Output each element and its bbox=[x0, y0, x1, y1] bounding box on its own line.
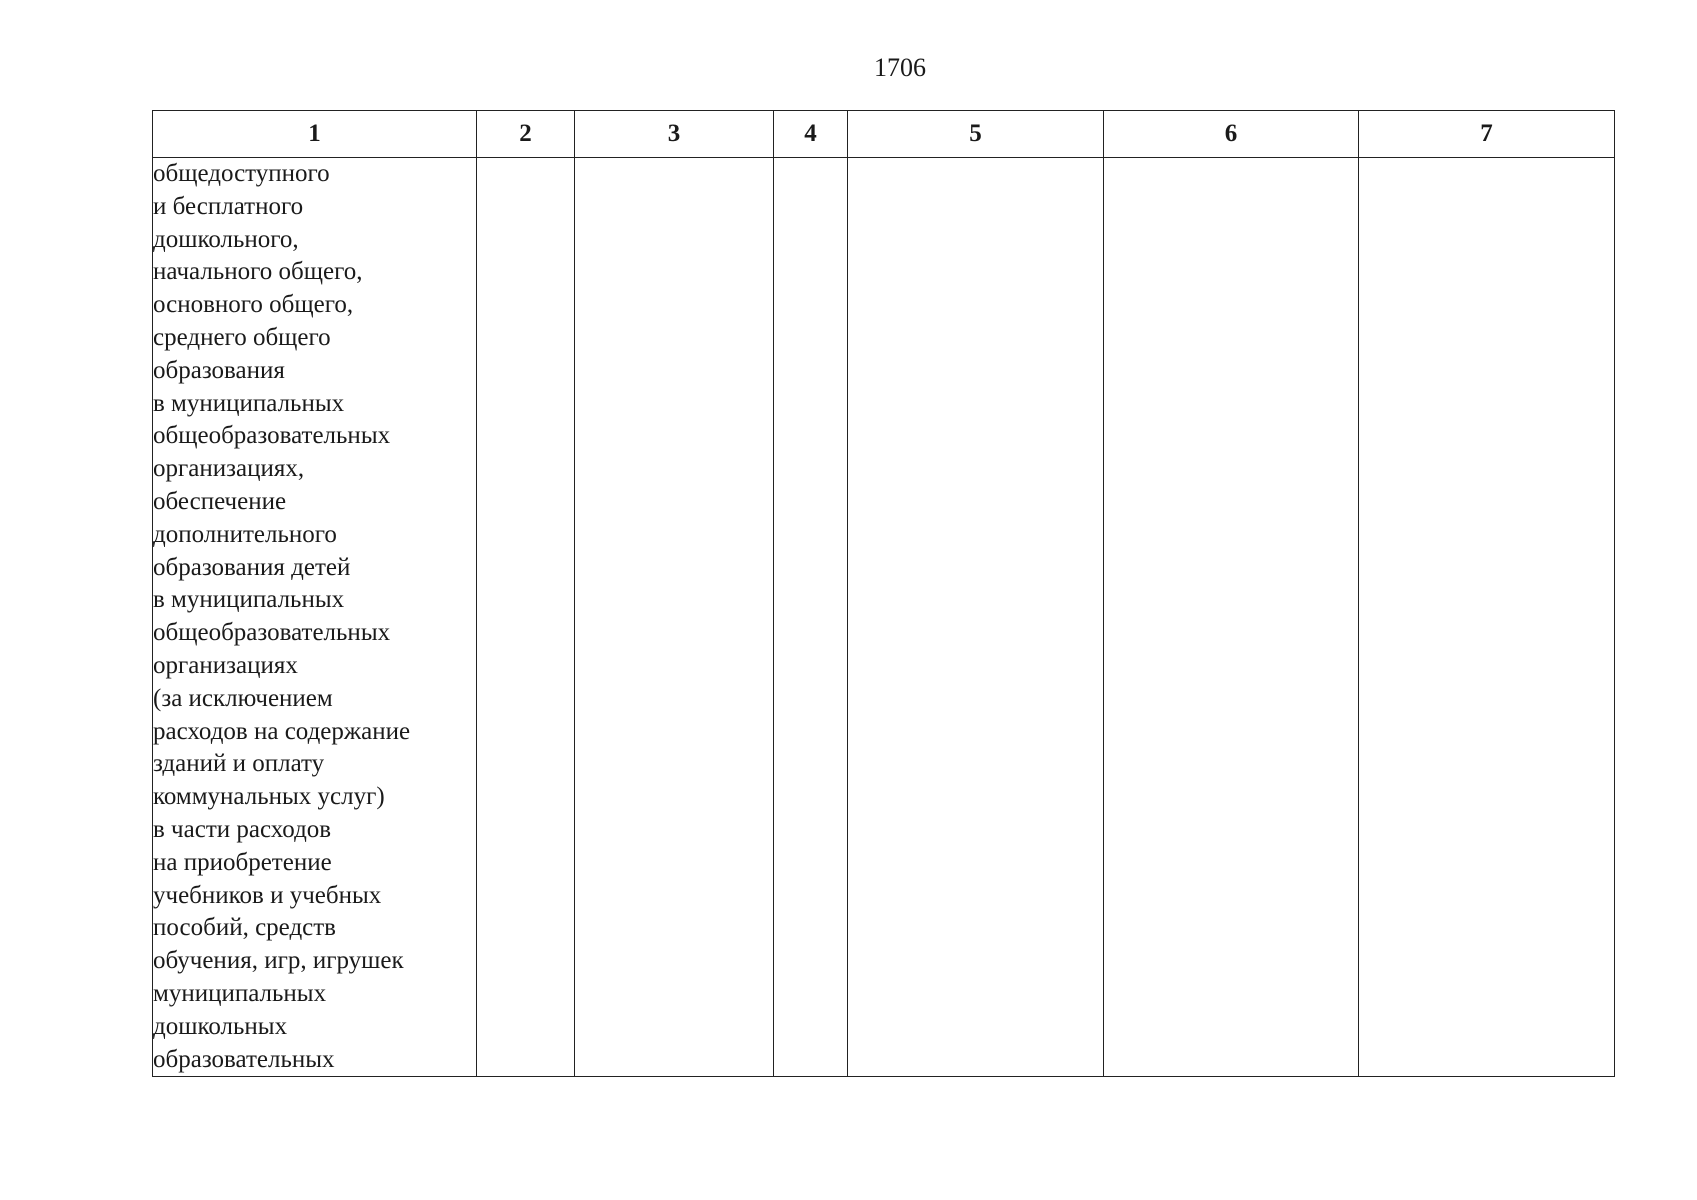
cell-column-4 bbox=[774, 158, 848, 1077]
text-line: в муниципальных bbox=[153, 389, 345, 417]
cell-column-6 bbox=[1104, 158, 1359, 1077]
header-row bbox=[153, 111, 1615, 158]
column-header-3: 3 bbox=[575, 111, 774, 158]
text-line: на приобретение bbox=[153, 848, 332, 876]
cell-column-7 bbox=[1359, 158, 1615, 1077]
table-row bbox=[153, 158, 1615, 1077]
column-header-1: 1 bbox=[153, 111, 477, 158]
text-line: дополнительного bbox=[153, 520, 337, 548]
text-line: расходов на содержание bbox=[153, 717, 411, 745]
text-line: (за исключением bbox=[153, 684, 333, 712]
text-line: пособий, средств bbox=[153, 914, 336, 942]
column-header-5: 5 bbox=[848, 111, 1104, 158]
text-line: среднего общего bbox=[153, 323, 331, 351]
text-line: организациях, bbox=[153, 455, 305, 483]
text-line: общеобразовательных bbox=[153, 422, 391, 450]
cell-column-3 bbox=[575, 158, 774, 1077]
text-line: обеспечение bbox=[153, 487, 287, 515]
text-line: дошкольного, bbox=[153, 225, 299, 253]
column-header-2: 2 bbox=[477, 111, 575, 158]
text-line: основного общего, bbox=[153, 291, 354, 319]
cell-column-2 bbox=[477, 158, 575, 1077]
column-header-4: 4 bbox=[774, 111, 848, 158]
cell-column-1-text bbox=[153, 158, 477, 1077]
cell-column-5 bbox=[848, 158, 1104, 1077]
text-line: и бесплатного bbox=[153, 192, 304, 220]
text-line: общеобразовательных bbox=[153, 619, 391, 647]
text-line: образования детей bbox=[153, 553, 351, 581]
text-line: коммунальных услуг) bbox=[153, 783, 385, 811]
text-line: образования bbox=[153, 356, 285, 384]
text-line: муниципальных bbox=[153, 979, 327, 1007]
column-header-7: 7 bbox=[1359, 111, 1615, 158]
page-number: 1706 bbox=[874, 53, 926, 82]
text-line: в части расходов bbox=[153, 815, 332, 843]
text-line: в муниципальных bbox=[153, 586, 345, 614]
text-line: общедоступного bbox=[153, 160, 330, 187]
text-line: начального общего, bbox=[153, 258, 363, 286]
text-line: зданий и оплату bbox=[153, 750, 325, 778]
text-line: дошкольных bbox=[153, 1012, 288, 1040]
text-line: обучения, игр, игрушек bbox=[153, 947, 404, 975]
document-table bbox=[152, 110, 1615, 1077]
text-line: учебников и учебных bbox=[153, 881, 382, 909]
text-line: образовательных bbox=[153, 1045, 335, 1073]
text-line: организациях bbox=[153, 651, 298, 679]
column-header-6: 6 bbox=[1104, 111, 1359, 158]
